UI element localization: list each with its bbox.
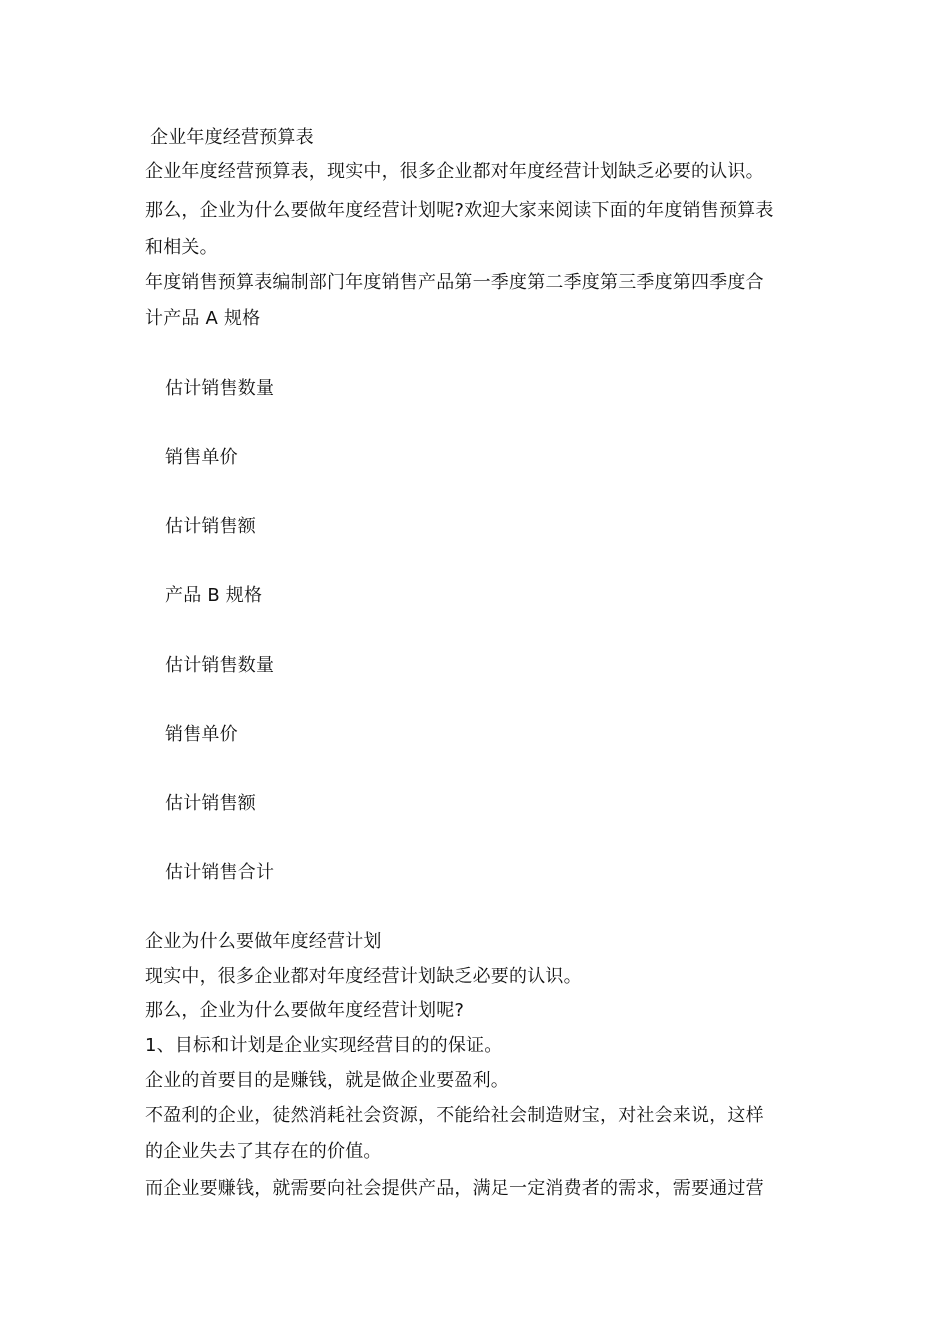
body-line: 那么，企业为什么要做年度经营计划呢? [145, 1000, 465, 1021]
table-row: 估计销售合计 [165, 862, 275, 883]
body-line: 的企业失去了其存在的价值。 [145, 1141, 382, 1162]
table-header-line-1: 年度销售预算表编制部门年度销售产品第一季度第二季度第三季度第四季度合 [145, 272, 764, 293]
body-line: 不盈利的企业，徒然消耗社会资源，不能给社会制造财宝，对社会来说，这样 [145, 1105, 764, 1126]
table-header-line-2: 计产品 A 规格 [145, 308, 261, 329]
table-row: 销售单价 [165, 724, 238, 745]
table-row: 估计销售数量 [165, 378, 275, 399]
body-line: 而企业要赚钱，就需要向社会提供产品，满足一定消费者的需求，需要通过营 [145, 1178, 764, 1199]
table-row: 估计销售额 [165, 516, 256, 537]
section-heading: 企业为什么要做年度经营计划 [145, 931, 382, 952]
table-row: 估计销售数量 [165, 655, 275, 676]
table-row: 销售单价 [165, 447, 238, 468]
table-row: 产品 B 规格 [165, 585, 263, 606]
intro-line-2: 那么，企业为什么要做年度经营计划呢?欢迎大家来阅读下面的年度销售预算表 [145, 200, 774, 221]
intro-line-3: 和相关。 [145, 237, 218, 258]
table-row: 估计销售额 [165, 793, 256, 814]
document-title: 企业年度经营预算表 [150, 127, 314, 148]
body-line: 企业的首要目的是赚钱，就是做企业要盈利。 [145, 1070, 509, 1091]
body-line: 1、目标和计划是企业实现经营目的的保证。 [145, 1035, 503, 1056]
intro-line-1: 企业年度经营预算表，现实中，很多企业都对年度经营计划缺乏必要的认识。 [145, 161, 764, 182]
body-line: 现实中，很多企业都对年度经营计划缺乏必要的认识。 [145, 966, 582, 987]
